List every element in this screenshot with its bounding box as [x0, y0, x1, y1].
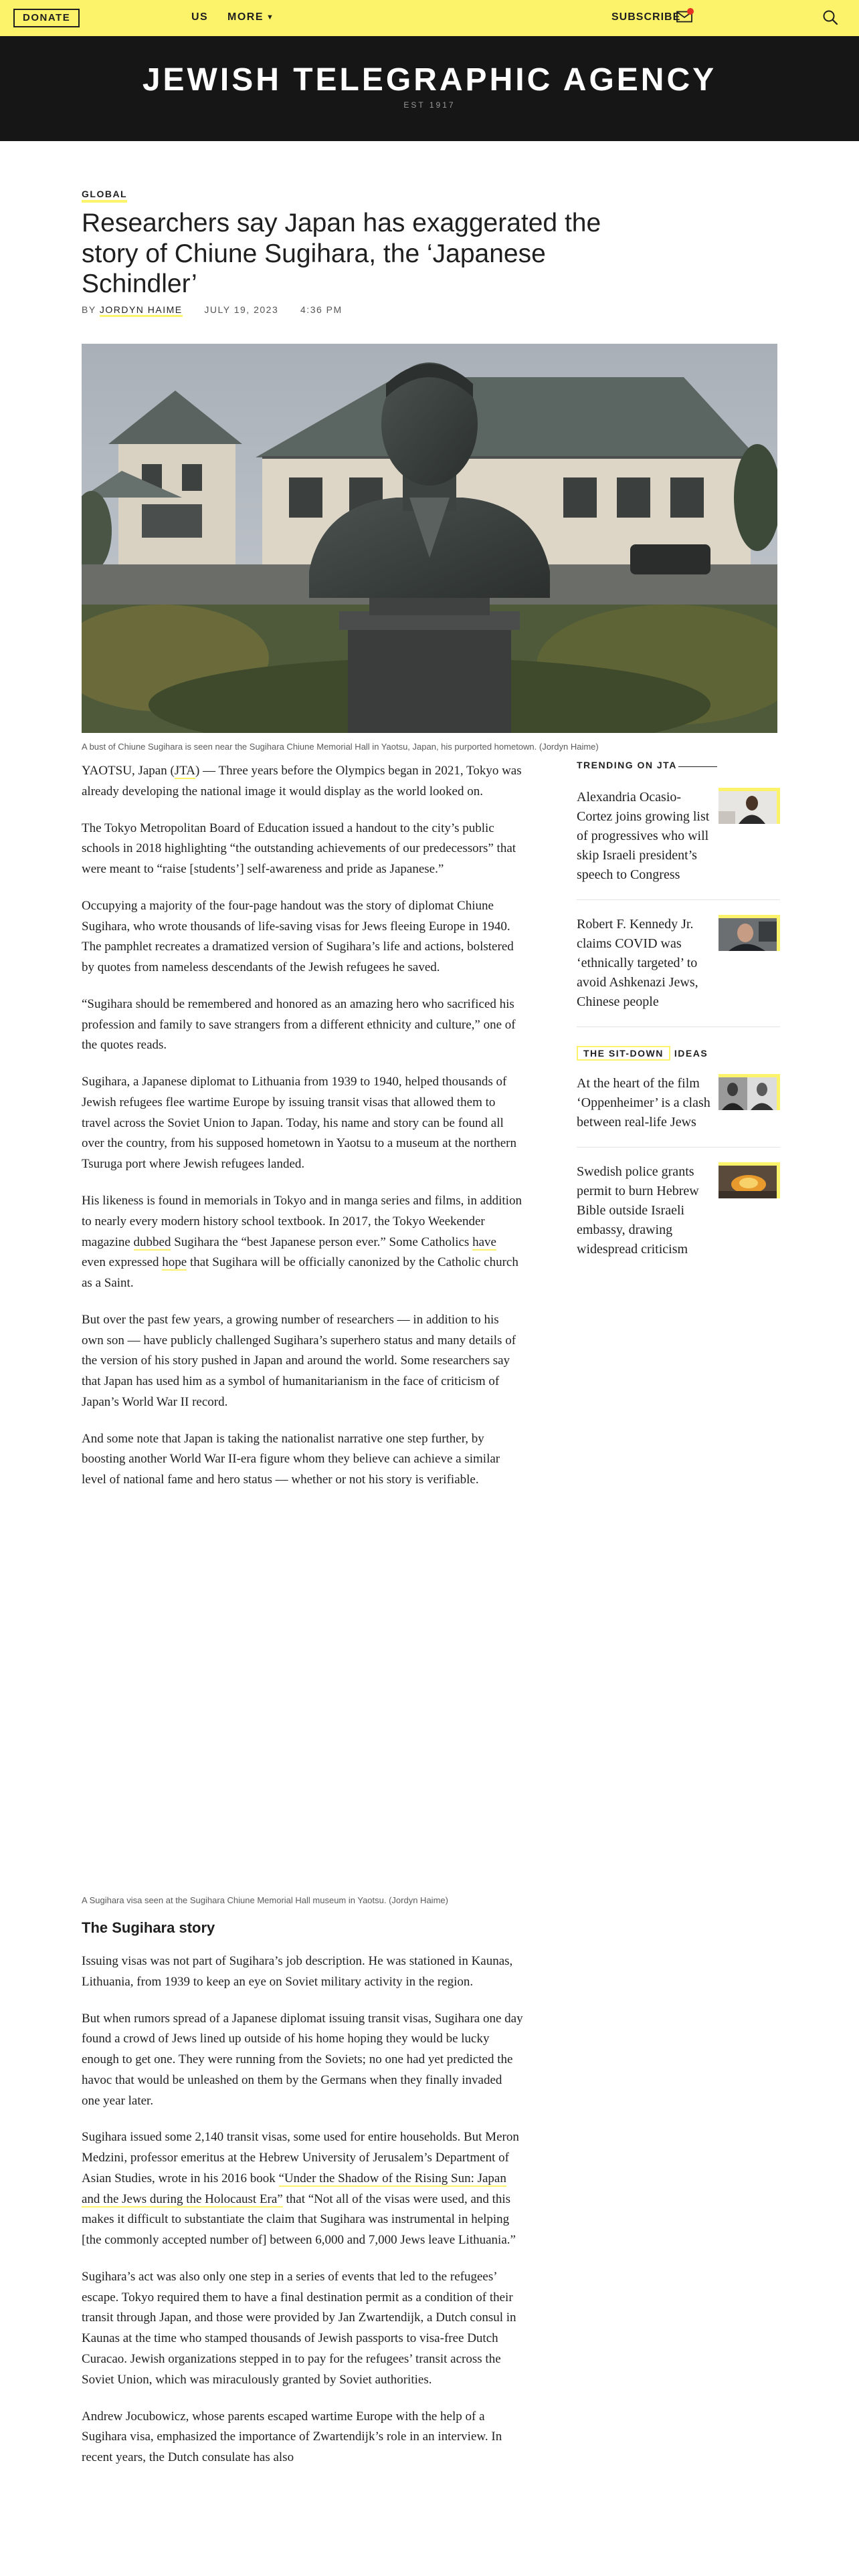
masthead [0, 36, 859, 141]
nav-more-label: MORE [227, 11, 264, 23]
paragraph: Issuing visas was not part of Sugihara’s job description. He was stationed in Kaunas, Lithuania, from 1939 to keep an eye on Soviet military activity in the region. [82, 1954, 513, 1989]
story-title[interactable]: At the heart of the film ‘Oppenheimer’ is a clash between real-life Jews [577, 1076, 710, 1130]
site-logo[interactable]: JEWISH TELEGRAPHIC AGENCY [142, 62, 717, 98]
story-thumbnail[interactable] [719, 1162, 780, 1198]
paragraph: Occupying a majority of the four-page handout was the story of diplomat Chiune Sugihara, who wrote thousands of life-saving visas for Jews fleeing Europe in 1940. The pamphlet recreates a dramatized version of Sugihara’s life and actions, bolstered by quotes from nameless descendants of the Jewish refugees he saved. [82, 898, 514, 975]
hero-image-caption: A bust of Chiune Sugihara is seen near the Sugihara Chiune Memorial Hall in Yaotsu, Japan, his purported hometown. (Jordyn Haime) [82, 742, 599, 752]
ideas-heading [577, 1046, 780, 1059]
paragraph: Sugihara, a Japanese diplomat to Lithuania from 1939 to 1940, helped thousands of Jewish refugees flee wartime Europe by issuing transit visas that allowed them to travel across the Soviet Union to Japan. Today, his name and story can be found all over the country, from his supposed hometown in Yaotsu to a museum at the northern Tsuruga port where Jewish refugees landed. [82, 1075, 516, 1172]
paragraph: But when rumors spread of a Japanese diplomat issuing transit visas, Sugihara one day found a crowd of Jews lined up outside of his home hoping they would be lucky enough to get one. They were running from the Soviets; no one had yet predicted the havoc that would be unleashed on them by the Germans when they finally invaded one year later. [82, 2011, 523, 2108]
ideas-story[interactable] [577, 1148, 780, 1274]
article-body-continued [82, 1951, 523, 2484]
article-body [82, 761, 523, 1507]
visa-image-caption: A Sugihara visa seen at the Sugihara Chiune Memorial Hall museum in Yaotsu. (Jordyn Haime) [82, 1895, 448, 1905]
dubbed-link[interactable]: dubbed [133, 1235, 171, 1249]
category-link[interactable]: GLOBAL [82, 189, 127, 203]
ideas-label[interactable]: IDEAS [674, 1048, 708, 1059]
trending-heading: TRENDING ON JTA [577, 760, 780, 773]
story-title[interactable]: Robert F. Kennedy Jr. claims COVID was ‘ethnically targeted’ to avoid Ashkenazi Jews, Chinese people [577, 917, 698, 1009]
publish-date: JULY 19, 2023 [204, 304, 279, 315]
byline-prefix: BY [82, 304, 96, 315]
paragraph: And some note that Japan is taking the nationalist narrative one step further, by boosting another World War II-era figure whom they believe can achieve a similar level of national fame and hero status — whether or not his story is verifiable. [82, 1431, 500, 1487]
hope-link[interactable]: hope [162, 1255, 187, 1270]
story-thumbnail[interactable] [719, 1074, 780, 1110]
paragraph: Sugihara issued some 2,140 transit visas, some used for entire households. But Meron Medzini, professor emeritus at the Hebrew University of Jerusalem’s Department of Asian Studies, wrote in his 2016 book “Under the Shadow of the Rising Sun: Japan and the Jews during the Holocaust Era” that “Not all of the visas were used, and this makes it difficult to substantiate the claim that Sugihara was instrumental in helping [the commonly accepted number of] between 6,000 and 7,000 Jews leave Lithuania.” [82, 2130, 519, 2248]
article-headline: Researchers say Japan has exaggerated the story of Chiune Sugihara, the ‘Japanese Schindler’ [82, 209, 601, 299]
trending-story[interactable] [577, 900, 780, 1027]
trending-story[interactable] [577, 773, 780, 900]
paragraph: His likeness is found in memorials in Tokyo and in manga series and films, in addition to nearly every modern history school textbook. In 2017, the Tokyo Weekender magazine dubbed Sugihara the “best Japanese person ever.” Some Catholics have even expressed hope that Sugihara will be officially canonized by the Catholic church as a Saint. [82, 1194, 522, 1291]
byline [82, 304, 343, 315]
hero-image [82, 344, 777, 733]
subscribe-link[interactable]: SUBSCRIBE [611, 11, 681, 23]
search-icon[interactable] [822, 9, 839, 26]
paragraph: Andrew Jocubowicz, whose parents escaped wartime Europe with the help of a Sugihara visa, emphasized the importance of Zwartendijk’s role in an interview. In recent years, the Dutch consulate has also [82, 2409, 502, 2465]
book-link[interactable]: “Under the Shadow of the Rising Sun: Japan and the Jews during the Holocaust Era” [82, 2171, 506, 2206]
have-link[interactable]: have [472, 1235, 496, 1249]
author-link[interactable]: JORDYN HAIME [100, 304, 183, 317]
ideas-story[interactable] [577, 1059, 780, 1148]
chevron-down-icon: ▼ [266, 13, 275, 21]
top-bar [0, 0, 859, 36]
paragraph: “Sugihara should be remembered and honored as an amazing hero who sacrificed his profession and family to save strangers from a different ethnicity and culture,” one of the quotes reads. [82, 996, 516, 1053]
paragraph: YAOTSU, Japan (JTA) — Three years before the Olympics began in 2021, Tokyo was already developing the national image it would display as the world looked on. [82, 764, 522, 798]
notification-dot [687, 8, 694, 15]
paragraph: Sugihara’s act was also only one step in a series of events that led to the refugees’ escape. Tokyo required them to have a final destination permit as a condition of their transit through Japan, and those were provided by Jan Zwartendijk, a Dutch consul in Kaunas at the time who stamped thousands of Jewish passports to visa-free Dutch Curacao. Jewish organizations stepped in to pay for the refugees’ transit across the Soviet Union, which was miraculously granted by Soviet authorities. [82, 2269, 516, 2387]
nav-more-menu[interactable] [227, 11, 274, 23]
nav-us-link[interactable]: US [191, 11, 209, 23]
story-thumbnail[interactable] [719, 915, 780, 951]
donate-button[interactable]: DONATE [13, 9, 80, 27]
story-title[interactable]: Alexandria Ocasio-Cortez joins growing list of progressives who will skip Israeli president’s speech to Congress [577, 790, 710, 882]
sitdown-label[interactable]: THE SIT-DOWN [577, 1046, 670, 1061]
paragraph: The Tokyo Metropolitan Board of Education issued a handout to the city’s public schools in 2018 highlighting “the outstanding achievements of our predecessors” that were meant to “raise [students’] self-awareness and pride as Japanese.” [82, 821, 516, 877]
sidebar [577, 760, 780, 1274]
paragraph: But over the past few years, a growing number of researchers — in addition to his own son — have publicly challenged Sugihara’s superhero status and many details of the version of his story pushed in Japan and around the world. Some researchers say that Japan has used him as a symbol of humanitarianism in the face of criticism of Japan’s World War II record. [82, 1312, 516, 1409]
site-established: EST 1917 [403, 100, 456, 110]
story-thumbnail[interactable] [719, 788, 780, 824]
publish-time: 4:36 PM [300, 304, 343, 315]
jta-link[interactable]: JTA [174, 764, 195, 778]
story-title[interactable]: Swedish police grants permit to burn Hebrew Bible outside Israeli embassy, drawing widespread criticism [577, 1164, 699, 1257]
section-heading: The Sugihara story [82, 1919, 215, 1936]
